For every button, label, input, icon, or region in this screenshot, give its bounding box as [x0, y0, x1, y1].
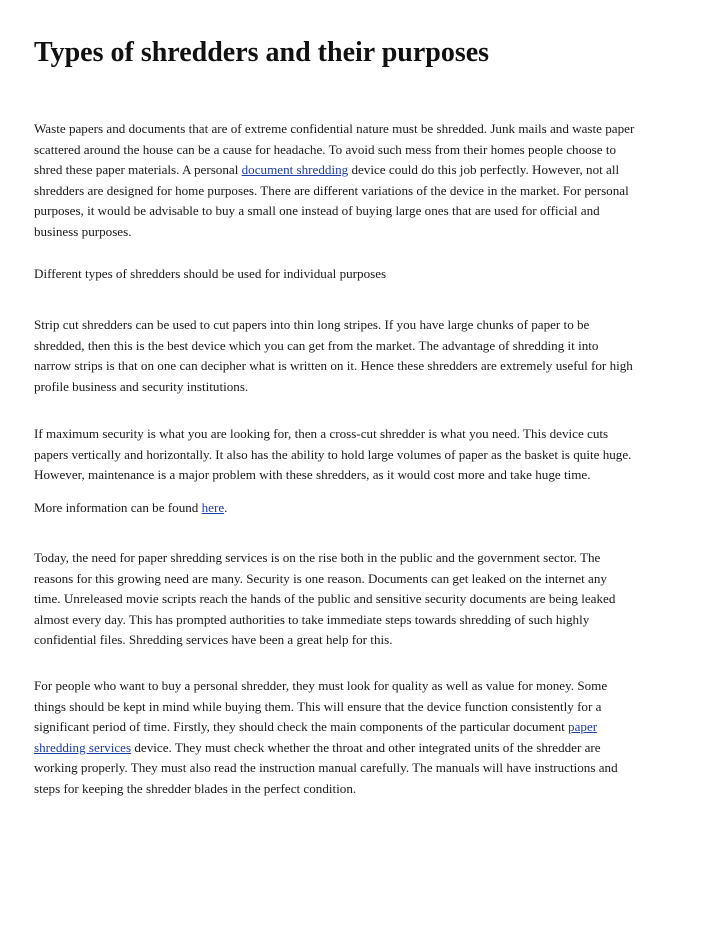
paragraph-services-need	[34, 548, 696, 651]
paragraph-buying-advice	[34, 676, 696, 800]
text-line	[34, 498, 696, 519]
text-line: working properly. They must also read the instruction manual carefully. The manuals will have instructions and	[34, 760, 618, 776]
text-line: steps for keeping the shredder blades in the perfect condition.	[34, 780, 357, 796]
text-line: profile business and security institutions.	[34, 378, 249, 394]
text-fragment: shred these paper materials. A personal	[34, 162, 242, 178]
text-line: If maximum security is what you are looking for, then a cross-cut shredder is what you need. This device cuts	[34, 426, 609, 441]
paper-shredding-services-link[interactable]: paper	[568, 719, 598, 735]
page-title: Types of shredders and their purposes	[34, 37, 490, 68]
paragraph-cross-cut	[34, 424, 696, 486]
text-fragment: significant period of time. Firstly, they should check the main components of the particular document	[34, 719, 569, 735]
text-line: Strip cut shredders can be used to cut papers into thin long stripes. If you have large chunks of paper to be	[34, 317, 590, 332]
text-line: time. Unreleased movie scripts reach the hands of the public and sensitive security documents are being leaked	[34, 591, 616, 607]
text-line	[34, 738, 696, 759]
paragraph-more-info	[34, 498, 696, 519]
text-line: papers vertically and horizontally. It also has the ability to hold large volumes of paper as the basket is quite huge.	[34, 446, 632, 462]
text-line	[34, 160, 696, 181]
text-line: narrow strips is that on one can decipher what is written on it. Hence these shredders are extremely useful for high	[34, 358, 633, 374]
text-line: confidential files. Shredding services have been a great help for this.	[34, 632, 393, 648]
text-line	[34, 717, 696, 738]
document-shredding-link[interactable]: document shredding	[241, 162, 349, 178]
text-line: Today, the need for paper shredding services is on the rise both in the public and the government sector. The	[34, 550, 601, 565]
text-line: scattered around the house can be a cause for headache. To avoid such mess from their homes people choose to	[34, 141, 617, 157]
paper-shredding-services-link-continued[interactable]: shredding services	[34, 739, 132, 755]
text-line: almost every day. This has prompted authorities to take immediate steps towards shredding of such highly	[34, 611, 590, 627]
text-line: reasons for this growing need are many. Security is one reason. Documents can get leaked on the internet any	[34, 570, 607, 586]
paragraph-subheading	[34, 264, 696, 285]
here-link[interactable]: here	[201, 500, 225, 515]
text-fragment: device. They must check whether the throat and other integrated units of the shredder are	[131, 739, 601, 755]
paragraph-strip-cut	[34, 315, 696, 397]
text-line: things should be kept in mind while buying them. This will ensure that the device function consistently for a	[34, 698, 602, 714]
text-fragment: .	[224, 500, 228, 515]
text-line: Waste papers and documents that are of extreme confidential nature must be shredded. Junk mails and waste paper	[34, 121, 635, 136]
text-line: However, maintenance is a major problem with these shredders, as it would cost more and take huge time.	[34, 467, 591, 483]
text-line: Different types of shredders should be used for individual purposes	[34, 266, 387, 281]
text-fragment: More information can be found	[34, 500, 202, 515]
text-line: purposes, it would be advisable to buy a small one instead of buying large ones that are used for official and	[34, 203, 600, 219]
text-fragment: device could do this job perfectly. However, not all	[348, 162, 620, 178]
text-line: business purposes.	[34, 223, 132, 239]
paragraph-intro	[34, 119, 696, 243]
text-line: shredded, then this is the best device which you can get from the market. The advantage of shredding it into	[34, 337, 599, 353]
text-line: shredders are designed for home purposes. There are different variations of the device in the market. For personal	[34, 182, 629, 198]
text-line: For people who want to buy a personal shredder, they must look for quality as well as value for money. Some	[34, 678, 608, 693]
